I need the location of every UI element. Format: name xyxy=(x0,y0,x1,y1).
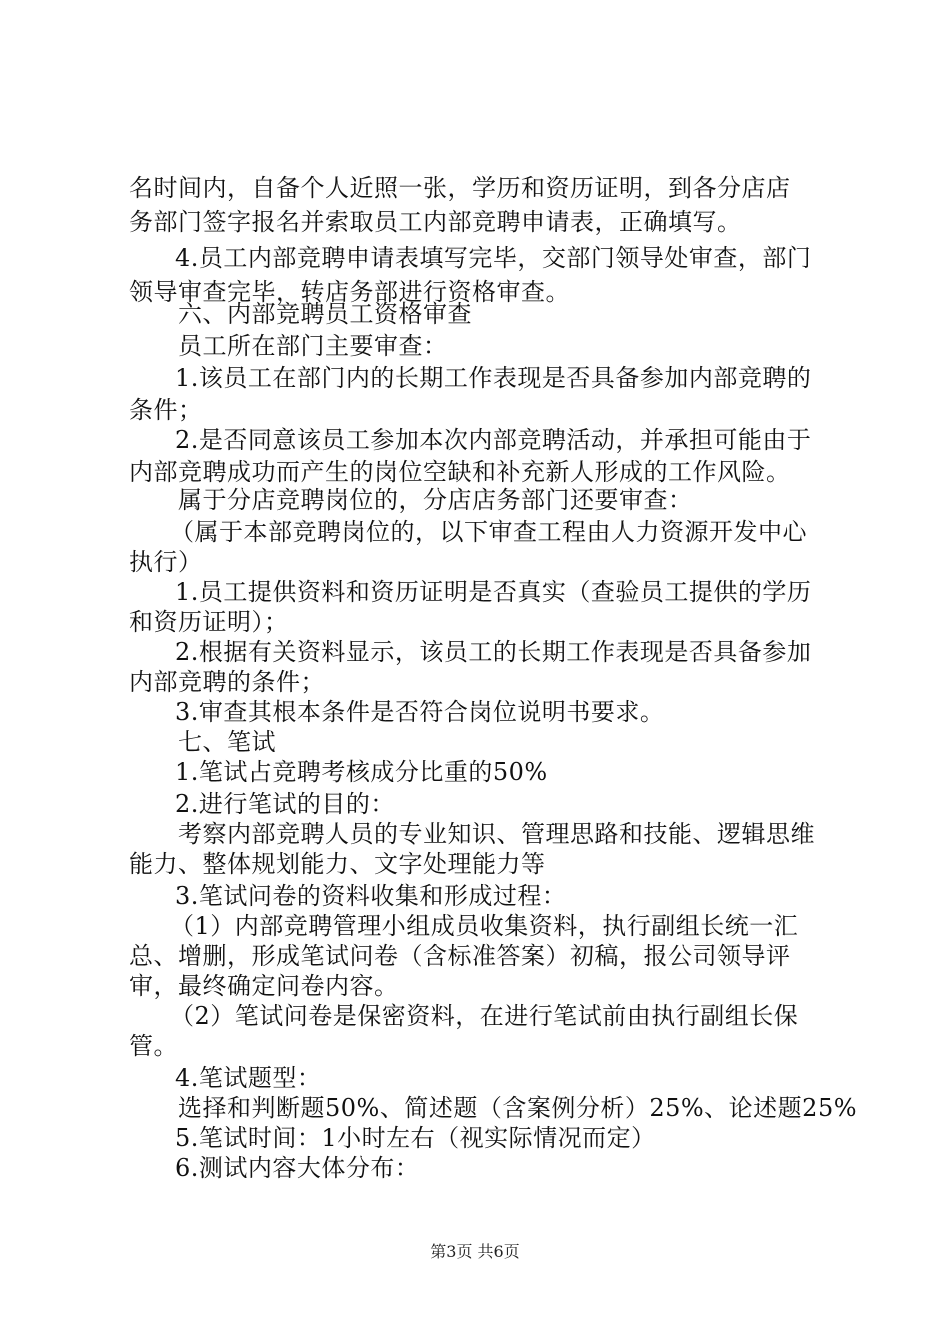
body-text-line: 审，最终确定问卷内容。 xyxy=(129,972,399,1000)
body-text-line: 1.员工提供资料和资历证明是否真实（查验员工提供的学历 xyxy=(175,578,812,606)
body-text-line: 总、增删，形成笔试问卷（含标准答案）初稿，报公司领导评 xyxy=(129,942,791,970)
body-text-line: 条件； xyxy=(129,396,203,424)
body-text-line: 5.笔试时间：1小时左右（视实际情况而定） xyxy=(175,1124,656,1152)
body-text-line: 3.审查其根本条件是否符合岗位说明书要求。 xyxy=(175,698,665,726)
body-text-line: 4.员工内部竞聘申请表填写完毕，交部门领导处审查，部门 xyxy=(175,244,812,272)
body-text-line: 2.根据有关资料显示，该员工的长期工作表现是否具备参加 xyxy=(175,638,812,666)
body-text-line: 能力、整体规划能力、文字处理能力等 xyxy=(129,850,546,878)
body-text-line: 3.笔试问卷的资料收集和形成过程： xyxy=(175,882,567,910)
body-text-line: 内部竞聘成功而产生的岗位空缺和补充新人形成的工作风险。 xyxy=(129,458,791,486)
body-text-line: 2.进行笔试的目的： xyxy=(175,790,395,818)
body-text-line: 考察内部竞聘人员的专业知识、管理思路和技能、逻辑思维 xyxy=(178,820,815,848)
body-text-line: 执行） xyxy=(129,548,203,576)
body-text-line: 1.该员工在部门内的长期工作表现是否具备参加内部竞聘的 xyxy=(175,364,812,392)
body-text-line: （1）内部竞聘管理小组成员收集资料，执行副组长统一汇 xyxy=(170,912,799,940)
body-text-line: 名时间内，自备个人近照一张，学历和资历证明，到各分店店 xyxy=(129,174,791,202)
body-text-line: 选择和判断题50%、简述题（含案例分析）25%、论述题25% xyxy=(178,1094,858,1122)
body-text-line: （2）笔试问卷是保密资料，在进行笔试前由执行副组长保 xyxy=(170,1002,799,1030)
body-text-line: 1.笔试占竞聘考核成分比重的50% xyxy=(175,758,548,786)
body-text-line: 内部竞聘的条件； xyxy=(129,668,325,696)
body-text-line: 管。 xyxy=(129,1032,178,1060)
body-text-line: 属于分店竞聘岗位的，分店店务部门还要审查： xyxy=(178,486,693,514)
section-heading: 六、内部竞聘员工资格审查 xyxy=(178,300,472,328)
page-number-footer: 第3页 共6页 xyxy=(430,1242,520,1261)
body-text-line: （属于本部竞聘岗位的，以下审查工程由人力资源开发中心 xyxy=(170,518,807,546)
section-heading: 七、笔试 xyxy=(178,728,276,756)
body-text-line: 4.笔试题型： xyxy=(175,1064,322,1092)
body-text-line: 员工所在部门主要审查： xyxy=(178,332,448,360)
body-text-line: 领导审查完毕，转店务部进行资格审查。 xyxy=(129,278,570,306)
body-text-line: 6.测试内容大体分布： xyxy=(175,1154,420,1182)
body-text-line: 务部门签字报名并索取员工内部竞聘申请表，正确填写。 xyxy=(129,208,742,236)
body-text-line: 和资历证明）； xyxy=(129,608,289,636)
body-text-line: 2.是否同意该员工参加本次内部竞聘活动，并承担可能由于 xyxy=(175,426,812,454)
